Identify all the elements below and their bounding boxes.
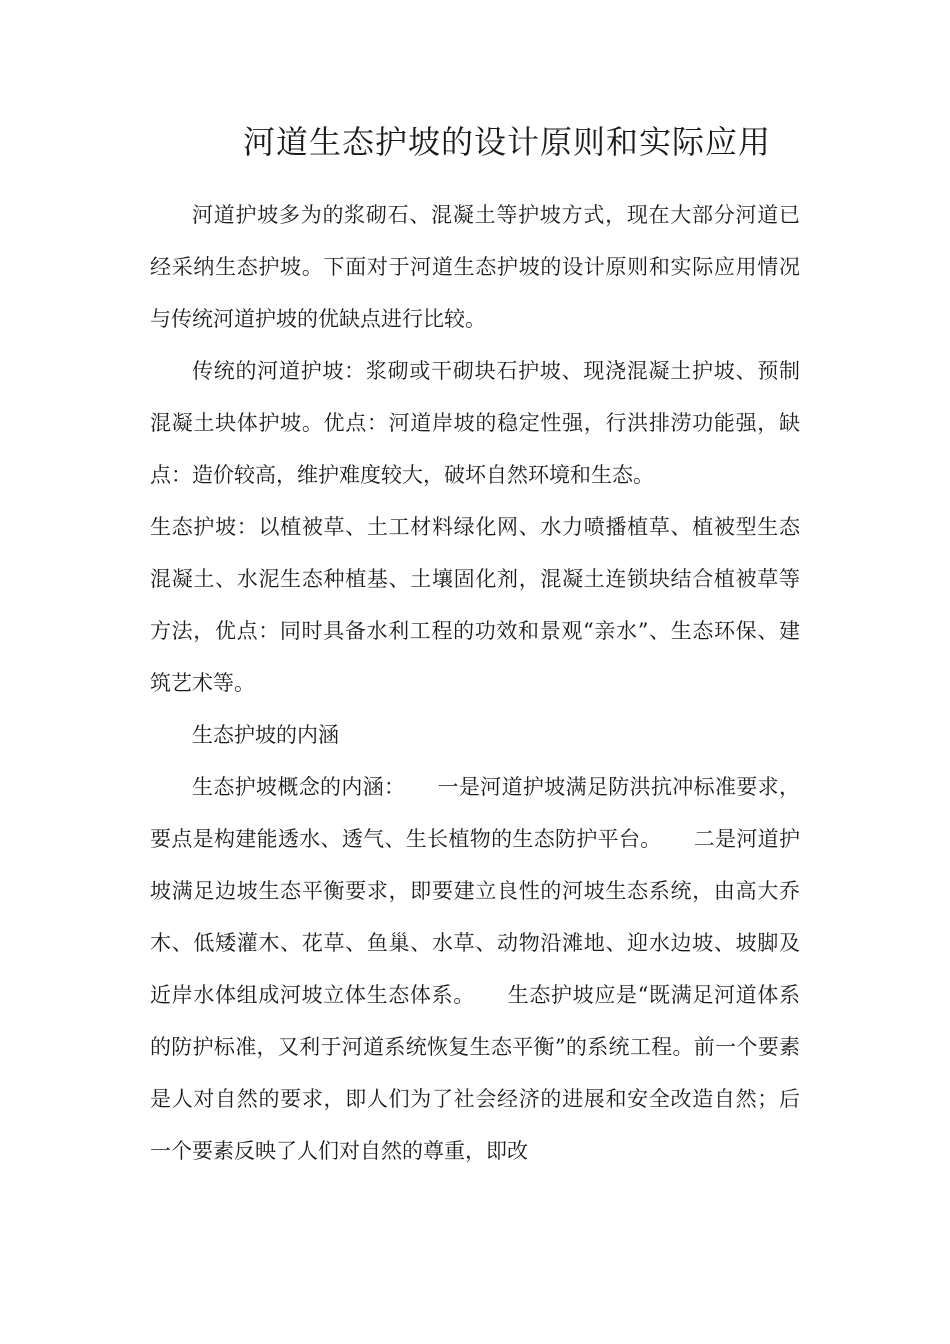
document-body bbox=[150, 189, 800, 1177]
section-heading-connotation: 生态护坡的内涵 bbox=[192, 723, 339, 747]
paragraph-ecological-slope: 生态护坡：以植被草、土工材料绿化网、水力喷播植草、植被型生态混凝土、水泥生态种植基、土壤固化剂，混凝土连锁块结合植被草等方法，优点：同时具备水利工程的功效和景观“亲水”、生态环保、建筑艺术等。 bbox=[150, 515, 800, 695]
document-title: 河道生态护坡的设计原则和实际应用 bbox=[242, 123, 771, 161]
paragraph-traditional-slope: 传统的河道护坡：浆砌或干砌块石护坡、现浇混凝土护坡、预制混凝土块体护坡。优点：河道岸坡的稳定性强，行洪排涝功能强，缺点：造价较高，维护难度较大，破坏自然环境和生态。 bbox=[150, 359, 800, 487]
paragraph-connotation: 生态护坡概念的内涵： 一是河道护坡满足防洪抗冲标准要求，要点是构建能透水、透气、生长植物的生态防护平台。 二是河道护坡满足边坡生态平衡要求，即要建立良性的河坡生态系统，由高大乔木、低矮灌木、花草、鱼巢、水草、动物沿滩地、迎水边坡、坡脚及近岸水体组成河坡立体生态体系。 生态护坡应是“既满足河道体系的防护标准，又利于河道系统恢复生态平衡”的系统工程。前一个要素是人对自然的要求，即人们为了社会经济的进展和安全改造自然；后一个要素反映了人们对自然的尊重，即改 bbox=[150, 775, 800, 1163]
paragraph-intro: 河道护坡多为的浆砌石、混凝土等护坡方式，现在大部分河道已经采纳生态护坡。下面对于河道生态护坡的设计原则和实际应用情况与传统河道护坡的优缺点进行比较。 bbox=[150, 203, 800, 331]
